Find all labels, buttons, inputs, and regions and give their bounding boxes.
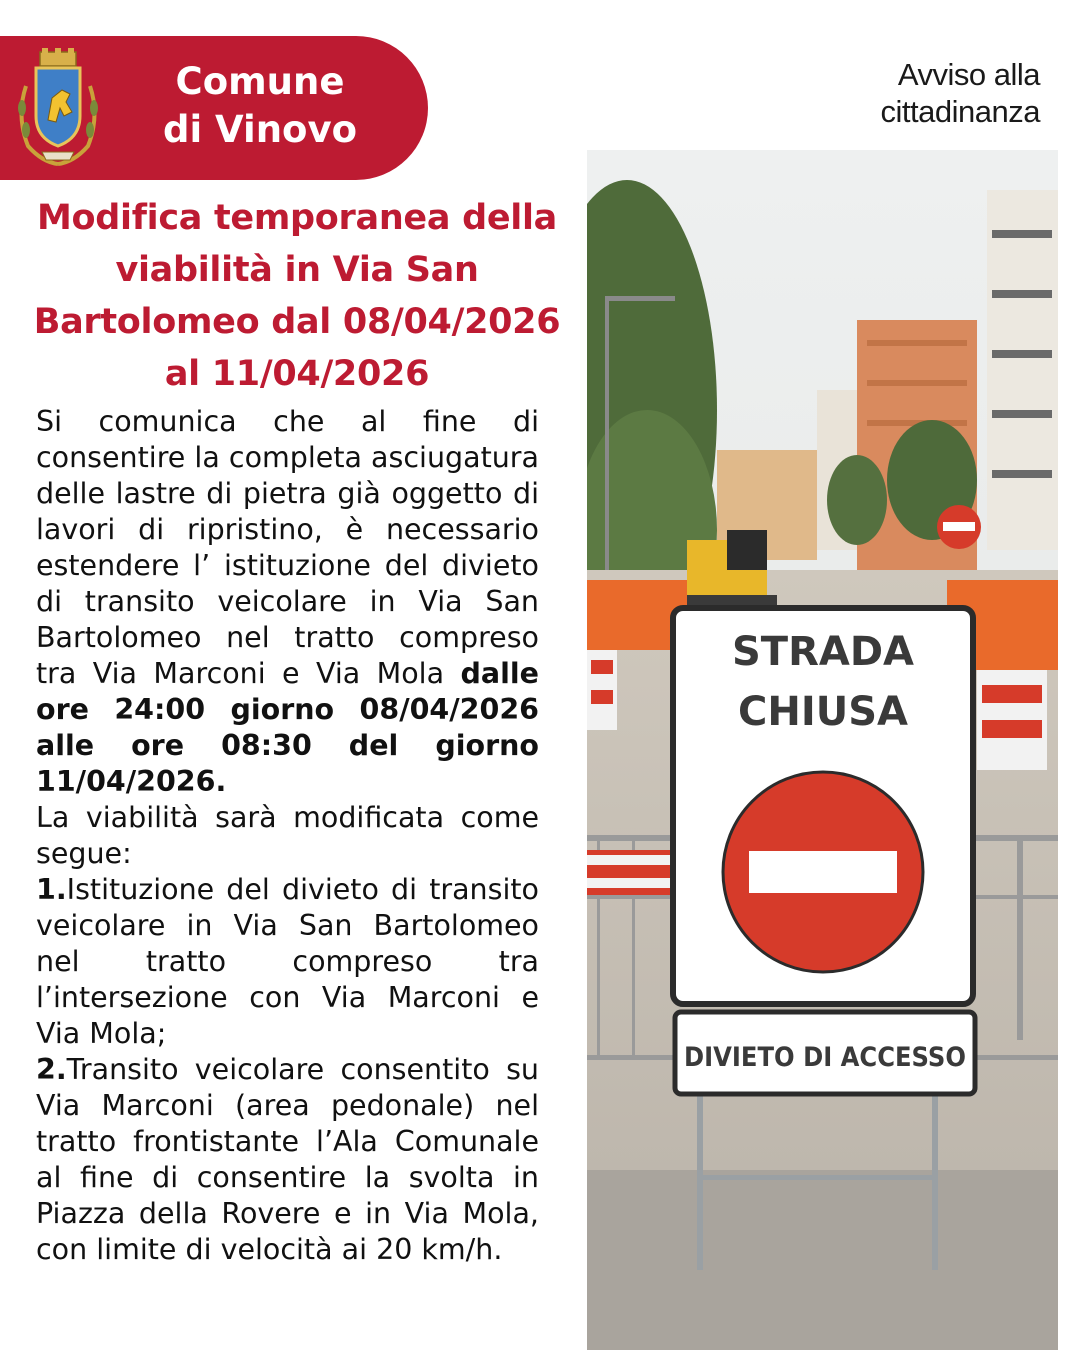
brand-line-1: Comune xyxy=(175,60,345,103)
intro-dates: dalle ore 24:00 giorno 08/04/2026 alle ore 08:30 del giorno 11/04/2026. xyxy=(36,657,539,798)
intro-paragraph xyxy=(36,404,539,800)
sign-line-2: CHIUSA xyxy=(738,689,908,735)
intro-text: Si comunica che al fine di consentire la completa asciugatura delle lastre di pietra già oggetto di lavori di ripristino, è necessario estendere l’ istituzione del divieto di transito veicolare in Via San Bartolomeo nel tratto compreso tra Via Marconi e Via Mola xyxy=(36,405,539,690)
brand-name xyxy=(130,58,390,154)
list-item-text: Transito veicolare consentito su Via Marconi (area pedonale) nel tratto frontistante l’Ala Comunale al fine di consentire la svolta in Piazza della Rovere e in Via Mola, con limite di velocità ai 20 km/h. xyxy=(36,1053,539,1266)
road-closure-photo xyxy=(587,150,1058,1350)
list-item xyxy=(36,872,539,1052)
notice-line-1: Avviso alla xyxy=(897,57,1040,92)
list-item-text: Istituzione del divieto di transito veicolare in Via San Bartolomeo nel tratto compreso tra l’intersezione con Via Marconi e Via Mola; xyxy=(36,873,539,1050)
list-item-number: 2. xyxy=(36,1053,67,1086)
notice-line-2: cittadinanza xyxy=(880,94,1040,129)
notice-body xyxy=(36,404,539,1268)
page-title: Modifica temporanea della viabilità in Via San Bartolomeo dal 08/04/2026 al 11/04/2026 xyxy=(33,198,561,394)
sign-line-1: STRADA xyxy=(731,629,915,675)
no-entry-sign-icon xyxy=(723,772,923,972)
sign-plate-text: DIVIETO DI ACCESSO xyxy=(684,1042,966,1073)
street-scene-illustration xyxy=(587,150,1058,1350)
brand-line-2: di Vinovo xyxy=(162,108,357,151)
lead-text: La viabilità sarà modificata come segue: xyxy=(36,801,539,870)
list-item-number: 1. xyxy=(36,873,67,906)
notice-label xyxy=(780,56,1040,130)
municipal-coat-of-arms-icon xyxy=(12,46,104,168)
list-item xyxy=(36,1052,539,1268)
